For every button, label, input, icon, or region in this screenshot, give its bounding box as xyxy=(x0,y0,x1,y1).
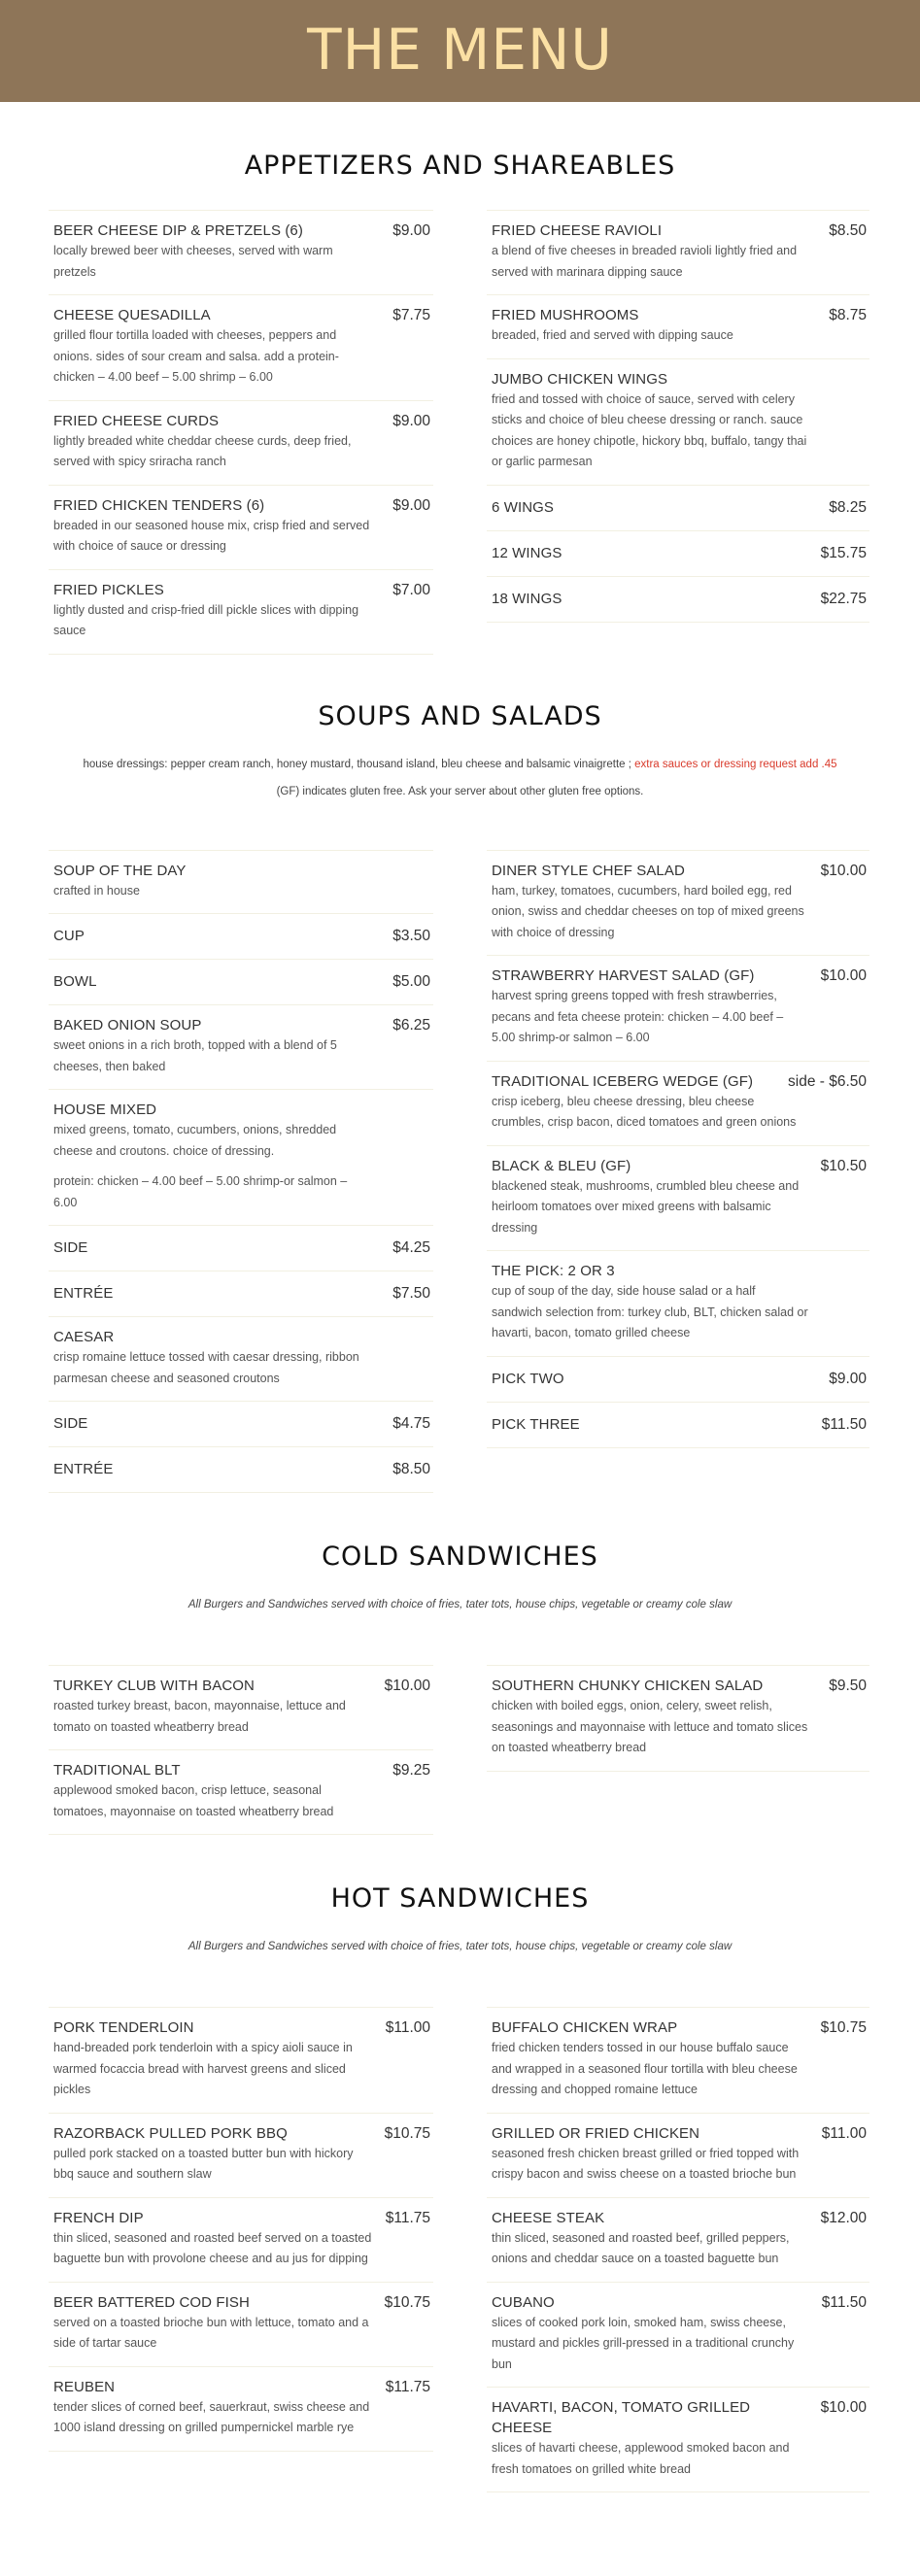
menu-item-price: $7.75 xyxy=(392,307,430,323)
menu-item xyxy=(49,400,433,485)
menu-item xyxy=(49,1225,433,1271)
menu-item-description: applewood smoked bacon, crisp lettuce, seasonal tomatoes, mayonnaise on toasted wheatberry bread xyxy=(53,1783,334,1818)
menu-item-header xyxy=(53,1100,430,1120)
menu-item-name: HOUSE MIXED xyxy=(53,1102,157,1118)
menu-item-header xyxy=(492,1071,867,1092)
menu-item-header xyxy=(53,2208,430,2228)
menu-item-header xyxy=(492,861,867,881)
menu-item xyxy=(487,576,869,623)
menu-item xyxy=(49,569,433,655)
menu-item-name: PICK THREE xyxy=(492,1415,580,1433)
menu-item xyxy=(49,1271,433,1316)
menu-banner xyxy=(0,0,920,102)
menu-item-description: protein: chicken – 4.00 beef – 5.00 shrimp-or salmon – 6.00 xyxy=(53,1174,348,1209)
menu-item-name: CHEESE STEAK xyxy=(492,2209,605,2226)
menu-item-price: $4.75 xyxy=(392,1415,430,1432)
menu-item-name: SOUTHERN CHUNKY CHICKEN SALAD xyxy=(492,1678,764,1694)
menu-item-description: pulled pork stacked on a toasted butter bun with hickory bbq sauce and southern slaw xyxy=(53,2146,354,2181)
menu-item-price: $5.00 xyxy=(392,973,430,990)
menu-item-price: $8.50 xyxy=(392,1461,430,1477)
section-title-hot-sandwiches: HOT SANDWICHES xyxy=(330,1883,590,1914)
menu-item-description: roasted turkey breast, bacon, mayonnaise, lettuce and tomato on toasted wheatberry bread xyxy=(53,1699,346,1734)
menu-item-header xyxy=(53,1760,430,1780)
menu-item-name: REUBEN xyxy=(53,2378,116,2395)
hot-sandwiches-left-column xyxy=(49,2007,433,2492)
menu-item-price: $10.50 xyxy=(820,1157,867,1174)
section-appetizers xyxy=(0,102,920,655)
menu-item-name: HAVARTI, BACON, TOMATO GRILLED CHEESE xyxy=(492,2399,751,2436)
menu-item xyxy=(487,1145,869,1251)
menu-item xyxy=(487,955,869,1061)
menu-item-price: $22.75 xyxy=(820,590,867,607)
menu-item xyxy=(487,1665,869,1772)
menu-item-price: $9.00 xyxy=(392,412,430,429)
menu-item-price: $11.75 xyxy=(385,2378,430,2395)
menu-item-name: BLACK & BLEU (GF) xyxy=(492,1157,631,1174)
section-title-appetizers: APPETIZERS AND SHAREABLES xyxy=(244,151,676,181)
menu-item-header xyxy=(492,1414,867,1435)
menu-item-description: crisp iceberg, bleu cheese dressing, bleu cheese crumbles, crisp bacon, diced tomatoes and green onions xyxy=(492,1094,797,1129)
menu-item-description: fried and tossed with choice of sauce, served with celery sticks and choice of bleu cheese dressing or ranch. sauce choices are honey chipotle, hickory bbq, buffalo, tangy thai or garlic parmesan xyxy=(492,391,807,468)
menu-item-header xyxy=(53,1283,430,1304)
menu-item xyxy=(487,294,869,358)
menu-item-header xyxy=(53,2017,430,2038)
menu-item-name: RAZORBACK PULLED PORK BBQ xyxy=(53,2124,288,2142)
menu-item-description: sweet onions in a rich broth, topped with a blend of 5 cheeses, then baked xyxy=(53,1038,337,1073)
menu-item xyxy=(49,913,433,959)
menu-item-header xyxy=(492,2017,867,2038)
menu-item-price: $9.00 xyxy=(392,496,430,514)
menu-item-header xyxy=(53,926,430,946)
menu-item xyxy=(49,485,433,569)
menu-item-header xyxy=(492,1676,867,1696)
menu-item-description: crafted in house xyxy=(53,883,140,898)
menu-item-description: mixed greens, tomato, cucumbers, onions, shredded cheese and croutons. choice of dressing. xyxy=(53,1123,337,1158)
menu-item xyxy=(487,1061,869,1145)
menu-item-name: BEER CHEESE DIP & PRETZELS (6) xyxy=(53,222,303,239)
menu-item-price: $12.00 xyxy=(820,2209,867,2226)
menu-item-header xyxy=(492,497,867,518)
menu-item-name: ENTRÉE xyxy=(53,1285,114,1302)
menu-item xyxy=(49,1316,433,1401)
menu-item xyxy=(49,1401,433,1446)
menu-item-header xyxy=(53,971,430,992)
menu-item-header xyxy=(492,2123,867,2144)
menu-item-name: TURKEY CLUB WITH BACON xyxy=(53,1678,255,1694)
menu-item-header xyxy=(492,220,867,241)
menu-item-name: JUMBO CHICKEN WINGS xyxy=(492,370,668,388)
cold-sandwiches-left-column xyxy=(49,1665,433,1835)
menu-item-header xyxy=(492,1369,867,1389)
menu-item-header xyxy=(53,861,430,881)
menu-item-description: thin sliced, seasoned and roasted beef served on a toasted baguette bun with provolone cheese and au jus for dipping xyxy=(53,2230,372,2265)
menu-item-price: $10.75 xyxy=(384,2293,430,2311)
menu-item-name: TRADITIONAL ICEBERG WEDGE (GF) xyxy=(492,1072,754,1090)
dressings-text: house dressings: pepper cream ranch, honey mustard, thousand island, bleu cheese and balsamic vinaigrette ; xyxy=(83,758,635,770)
menu-item xyxy=(487,1250,869,1356)
section-title-soups: SOUPS AND SALADS xyxy=(318,700,602,731)
menu-item-header xyxy=(53,1327,430,1347)
menu-item-name: CUP xyxy=(53,928,85,944)
menu-item xyxy=(487,850,869,956)
menu-item-description: slices of cooked pork loin, smoked ham, swiss cheese, mustard and pickles grill-pressed in a traditional crunchy bun xyxy=(492,2315,795,2371)
menu-item-name: CAESAR xyxy=(53,1329,115,1345)
menu-item-description: a blend of five cheeses in breaded ravioli lightly fried and served with marinara dipping sauce xyxy=(492,244,798,279)
menu-item-name: SOUP OF THE DAY xyxy=(53,862,187,879)
menu-item xyxy=(487,2197,869,2282)
menu-item-name: CHEESE QUESADILLA xyxy=(53,307,211,323)
menu-item-name: 6 WINGS xyxy=(492,498,555,516)
menu-item-name: SIDE xyxy=(53,1415,88,1432)
menu-item xyxy=(49,2113,433,2197)
menu-item-description: slices of havarti cheese, applewood smoked bacon and fresh tomatoes on grilled white bread xyxy=(492,2441,790,2476)
menu-item-name: FRIED PICKLES xyxy=(53,581,164,598)
menu-item-name: BOWL xyxy=(53,973,97,990)
menu-item-price: $8.25 xyxy=(829,498,867,516)
menu-item-price: $8.50 xyxy=(829,222,867,239)
menu-item-description: blackened steak, mushrooms, crumbled bleu cheese and heirloom tomatoes over mixed greens with balsamic dressing xyxy=(492,1178,800,1235)
menu-item-header xyxy=(53,1676,430,1696)
menu-item-header xyxy=(53,411,430,431)
menu-item-description: breaded in our seasoned house mix, crisp fried and served with choice of sauce or dressing xyxy=(53,518,370,553)
appetizers-right-column xyxy=(487,210,869,655)
menu-item-name: 18 WINGS xyxy=(492,590,562,607)
menu-item-header xyxy=(492,1156,867,1176)
menu-item-header xyxy=(53,1459,430,1479)
menu-item-price: $7.00 xyxy=(392,581,430,598)
menu-item-price: $11.50 xyxy=(821,1415,867,1433)
menu-item-price: $10.75 xyxy=(384,2124,430,2142)
menu-item xyxy=(49,1749,433,1835)
menu-item-description: locally brewed beer with cheeses, served with warm pretzels xyxy=(53,244,333,279)
menu-item-name: FRENCH DIP xyxy=(53,2209,144,2226)
menu-item-name: FRIED CHEESE CURDS xyxy=(53,412,220,429)
menu-item xyxy=(487,2387,869,2492)
menu-item-header xyxy=(492,305,867,325)
menu-item-price: $6.25 xyxy=(392,1017,430,1034)
menu-item xyxy=(49,850,433,914)
menu-item-price: $9.00 xyxy=(829,1370,867,1387)
menu-item-description: seasoned fresh chicken breast grilled or fried topped with crispy bacon and swiss cheese on a toasted brioche bun xyxy=(492,2146,800,2181)
menu-item-name: 12 WINGS xyxy=(492,544,562,561)
menu-item xyxy=(49,2007,433,2113)
menu-item xyxy=(49,1446,433,1493)
menu-item xyxy=(487,210,869,294)
menu-item-header xyxy=(492,369,867,390)
menu-item-price: $15.75 xyxy=(820,544,867,561)
menu-item-header xyxy=(53,1413,430,1434)
menu-item-description: harvest spring greens topped with fresh strawberries, pecans and feta cheese protein: chicken – 4.00 beef – 5.00 shrimp-or salmon – 6.00 xyxy=(492,989,784,1044)
menu-item-header xyxy=(492,966,867,986)
menu-item-name: BUFFALO CHICKEN WRAP xyxy=(492,2019,678,2036)
menu-item-description: cup of soup of the day, side house salad or a half sandwich selection from: turkey club, BLT, chicken salad or havarti, bacon, tomato grilled cheese xyxy=(492,1284,808,1339)
menu-item xyxy=(487,358,869,485)
menu-item-header xyxy=(492,1261,867,1281)
menu-item-price: $9.00 xyxy=(392,222,430,239)
menu-item-name: FRIED CHEESE RAVIOLI xyxy=(492,222,663,239)
menu-item-price: $8.75 xyxy=(829,307,867,323)
sides-note: All Burgers and Sandwiches served with choice of fries, tater tots, house chips, vegetable or creamy cole slaw xyxy=(187,1941,733,1952)
menu-item-description: lightly breaded white cheddar cheese curds, deep fried, served with spicy sriracha ranch xyxy=(53,433,352,468)
menu-item-header xyxy=(53,1015,430,1035)
menu-item-price: $10.75 xyxy=(820,2019,867,2036)
menu-item-price: $9.50 xyxy=(829,1678,867,1694)
menu-item-price: $10.00 xyxy=(820,2399,867,2416)
menu-item-description: ham, turkey, tomatoes, cucumbers, hard boiled egg, red onion, swiss and cheddar cheeses on top of mixed greens with choice of dressing xyxy=(492,883,804,939)
menu-item-name: DINER STYLE CHEF SALAD xyxy=(492,862,685,879)
menu-item-header xyxy=(53,495,430,516)
menu-item-header xyxy=(492,2292,867,2313)
menu-item-header xyxy=(53,220,430,241)
soups-right-column xyxy=(487,850,869,1494)
menu-item-name: GRILLED OR FRIED CHICKEN xyxy=(492,2124,700,2142)
menu-item-header xyxy=(53,2292,430,2313)
menu-item-price: side - $6.50 xyxy=(788,1072,867,1090)
menu-item xyxy=(49,1089,433,1225)
menu-item-name: FRIED MUSHROOMS xyxy=(492,307,639,323)
menu-item xyxy=(487,485,869,530)
menu-item-name: STRAWBERRY HARVEST SALAD (GF) xyxy=(492,967,755,984)
menu-item-description: lightly dusted and crisp-fried dill pickle slices with dipping sauce xyxy=(53,602,359,637)
menu-item-description: served on a toasted brioche bun with lettuce, tomato and a side of tartar sauce xyxy=(53,2315,369,2350)
menu-item xyxy=(49,1665,433,1749)
menu-item-name: PICK TWO xyxy=(492,1370,564,1387)
section-title-cold-sandwiches: COLD SANDWICHES xyxy=(322,1542,598,1572)
menu-item-price: $4.25 xyxy=(392,1239,430,1256)
menu-item xyxy=(487,2007,869,2113)
extra-sauce-note: extra sauces or dressing request add .45 xyxy=(634,758,837,770)
menu-item-price: $11.75 xyxy=(385,2209,430,2226)
menu-item-price: $10.00 xyxy=(820,862,867,879)
menu-item-price: $7.50 xyxy=(392,1285,430,1302)
menu-item-name: BEER BATTERED COD FISH xyxy=(53,2293,250,2311)
menu-item xyxy=(487,1356,869,1402)
menu-item-header xyxy=(53,2123,430,2144)
soups-left-column xyxy=(49,850,433,1494)
menu-item-header xyxy=(53,1237,430,1258)
menu-item-name: TRADITIONAL BLT xyxy=(53,1762,181,1779)
menu-item-description: hand-breaded pork tenderloin with a spicy aioli sauce in warmed focaccia bread with harvest greens and sliced pickles xyxy=(53,2041,353,2096)
menu-item xyxy=(49,959,433,1004)
menu-item-price: $3.50 xyxy=(392,928,430,944)
menu-item-description: breaded, fried and served with dipping sauce xyxy=(492,328,733,342)
menu-item xyxy=(49,2282,433,2366)
menu-item-header xyxy=(53,2377,430,2397)
menu-item xyxy=(49,2197,433,2282)
menu-item xyxy=(487,2282,869,2388)
menu-item-price: $10.00 xyxy=(820,967,867,984)
menu-item xyxy=(49,1004,433,1089)
menu-item-header xyxy=(492,543,867,563)
menu-item-name: ENTRÉE xyxy=(53,1461,114,1477)
menu-item xyxy=(487,530,869,576)
menu-item-name: FRIED CHICKEN TENDERS (6) xyxy=(53,496,265,514)
sides-note: All Burgers and Sandwiches served with choice of fries, tater tots, house chips, vegetable or creamy cole slaw xyxy=(187,1599,733,1610)
menu-item-description: chicken with boiled eggs, onion, celery, sweet relish, seasonings and mayonnaise with lettuce and tomato slices on toasted wheatberry bread xyxy=(492,1699,808,1754)
menu-item-price: $10.00 xyxy=(384,1678,430,1694)
gluten-free-note: (GF) indicates gluten free. Ask your server about other gluten free options. xyxy=(276,785,644,797)
menu-item-header xyxy=(53,580,430,600)
section-cold-sandwiches xyxy=(0,1493,920,1835)
menu-item-name: SIDE xyxy=(53,1239,88,1256)
menu-item-price: $9.25 xyxy=(392,1762,430,1779)
menu-item-name: PORK TENDERLOIN xyxy=(53,2019,194,2036)
section-hot-sandwiches xyxy=(0,1835,920,2531)
menu-item-header xyxy=(492,589,867,609)
section-soups-salads xyxy=(0,655,920,1494)
menu-item-description: grilled flour tortilla loaded with cheeses, peppers and onions. sides of sour cream and salsa. add a protein- chicken – 4.00 beef – 5.00 shrimp – 6.00 xyxy=(53,328,339,384)
menu-item xyxy=(49,294,433,400)
menu-item-description: tender slices of corned beef, sauerkraut, swiss cheese and 1000 island dressing on grilled pumpernickel marble rye xyxy=(53,2399,370,2434)
page-title: THE MENU xyxy=(307,16,613,83)
menu-item-header xyxy=(53,305,430,325)
menu-item-price: $11.00 xyxy=(385,2019,430,2036)
menu-item-header xyxy=(492,2208,867,2228)
menu-item xyxy=(49,210,433,294)
menu-item-header xyxy=(492,2397,867,2438)
menu-item-description: fried chicken tenders tossed in our house buffalo sauce and wrapped in a seasoned flour tortilla with bleu cheese dressing and chopped romaine lettuce xyxy=(492,2041,798,2096)
menu-item-name: BAKED ONION SOUP xyxy=(53,1017,202,1034)
menu-item xyxy=(49,2366,433,2452)
menu-item-description: crisp romaine lettuce tossed with caesar dressing, ribbon parmesan cheese and seasoned croutons xyxy=(53,1350,359,1385)
menu-item xyxy=(487,2113,869,2197)
hot-sandwiches-right-column xyxy=(487,2007,869,2492)
menu-item-name: CUBANO xyxy=(492,2293,555,2311)
menu-item-price: $11.50 xyxy=(821,2293,867,2311)
cold-sandwiches-right-column xyxy=(487,1665,869,1772)
menu-item-name: THE PICK: 2 OR 3 xyxy=(492,1263,615,1279)
appetizers-left-column xyxy=(49,210,433,655)
dressings-note xyxy=(0,759,920,770)
menu-item-price: $11.00 xyxy=(821,2124,867,2142)
menu-item xyxy=(487,1402,869,1448)
menu-item-description: thin sliced, seasoned and roasted beef, grilled peppers, onions and cheddar sauce on a toasted baguette bun xyxy=(492,2230,790,2265)
